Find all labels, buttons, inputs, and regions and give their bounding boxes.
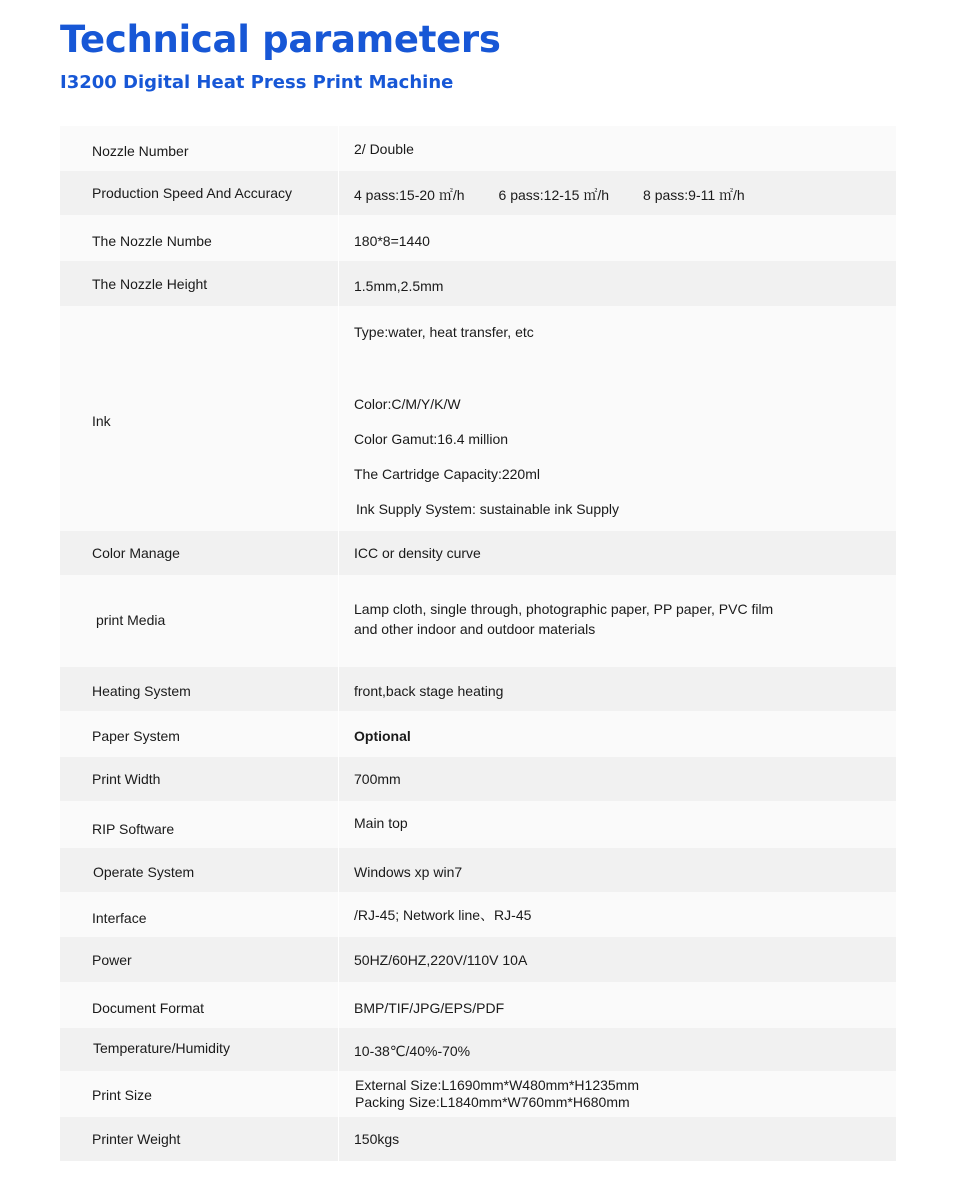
speed-4pass: 4 pass:15-20 ㎡/h [354, 187, 465, 203]
spec-label: Interface [92, 909, 147, 926]
spec-label: Temperature/Humidity [93, 1039, 230, 1056]
spec-value: 150kgs [338, 1117, 896, 1161]
row-nozzle-height [60, 261, 896, 306]
print-size-packing: Packing Size:L1840mm*W760mm*H680mm [355, 1094, 630, 1110]
spec-label: print Media [96, 612, 166, 628]
print-media-line-1: Lamp cloth, single through, photographic paper, PP paper, PVC film [354, 601, 774, 617]
spec-value: Main top [338, 801, 896, 848]
row-print-media [60, 575, 896, 667]
spec-value: front,back stage heating [338, 667, 896, 711]
row-rip-software [60, 801, 896, 848]
row-color-manage [60, 531, 896, 575]
page-subtitle: I3200 Digital Heat Press Print Machine [60, 72, 454, 93]
spec-value: 700mm [338, 757, 896, 801]
spec-label: Operate System [93, 864, 195, 880]
print-size-external: External Size:L1690mm*W480mm*H1235mm [355, 1077, 639, 1093]
ink-supply: Ink Supply System: sustainable ink Supply [356, 501, 620, 517]
spec-label: Print Size [92, 1087, 152, 1103]
row-interface [60, 892, 896, 937]
ink-capacity: The Cartridge Capacity:220ml [354, 466, 540, 482]
spec-label: RIP Software [92, 820, 175, 837]
row-nozzle-number [60, 126, 896, 171]
ink-gamut: Color Gamut:16.4 million [354, 431, 509, 447]
spec-label: The Nozzle Numbe [92, 233, 212, 249]
page-title: Technical parameters [60, 18, 501, 61]
row-print-size [60, 1071, 896, 1117]
spec-value: Optional [338, 711, 896, 757]
spec-label: Color Manage [92, 545, 180, 561]
spec-value: 10-38℃/40%-70% [338, 1028, 896, 1071]
row-document-format [60, 982, 896, 1028]
spec-label: The Nozzle Height [92, 275, 208, 292]
ink-color: Color:C/M/Y/K/W [354, 396, 461, 412]
row-heating-system [60, 667, 896, 711]
spec-label: Power [92, 951, 132, 968]
row-print-width [60, 757, 896, 801]
spec-value: 2/ Double [338, 126, 896, 171]
spec-value [338, 1071, 896, 1117]
spec-value: ICC or density curve [338, 531, 896, 575]
spec-label: Print Width [92, 771, 161, 787]
spec-value [338, 575, 896, 667]
row-operate-system [60, 848, 896, 892]
spec-value [338, 306, 896, 531]
print-media-line-2: and other indoor and outdoor materials [354, 621, 596, 637]
spec-value: 50HZ/60HZ,220V/110V 10A [338, 937, 896, 982]
speed-8pass: 8 pass:9-11 ㎡/h [643, 187, 745, 203]
row-production-speed [60, 171, 896, 215]
row-paper-system [60, 711, 896, 757]
spec-label: Nozzle Number [92, 142, 189, 159]
spec-label: Heating System [92, 683, 191, 699]
spec-label: Paper System [92, 727, 180, 744]
spec-label: Production Speed And Accuracy [92, 185, 293, 201]
spec-label: Document Format [92, 1000, 205, 1016]
speed-6pass: 6 pass:12-15 ㎡/h [498, 187, 610, 203]
row-printer-weight [60, 1117, 896, 1161]
row-power [60, 937, 896, 982]
spec-value: BMP/TIF/JPG/EPS/PDF [338, 982, 896, 1028]
spec-table [60, 126, 896, 1161]
spec-value: /RJ-45; Network line、RJ-45 [338, 892, 896, 937]
row-temperature-humidity [60, 1028, 896, 1071]
row-ink [60, 306, 896, 531]
spec-label: Printer Weight [92, 1131, 181, 1147]
spec-value: 180*8=1440 [338, 215, 896, 261]
spec-value: Windows xp win7 [338, 848, 896, 892]
row-nozzle-numbe [60, 215, 896, 261]
spec-value [338, 171, 896, 215]
spec-label: Ink [92, 412, 111, 429]
ink-type: Type:water, heat transfer, etc [354, 324, 534, 340]
spec-value: 1.5mm,2.5mm [338, 261, 896, 306]
